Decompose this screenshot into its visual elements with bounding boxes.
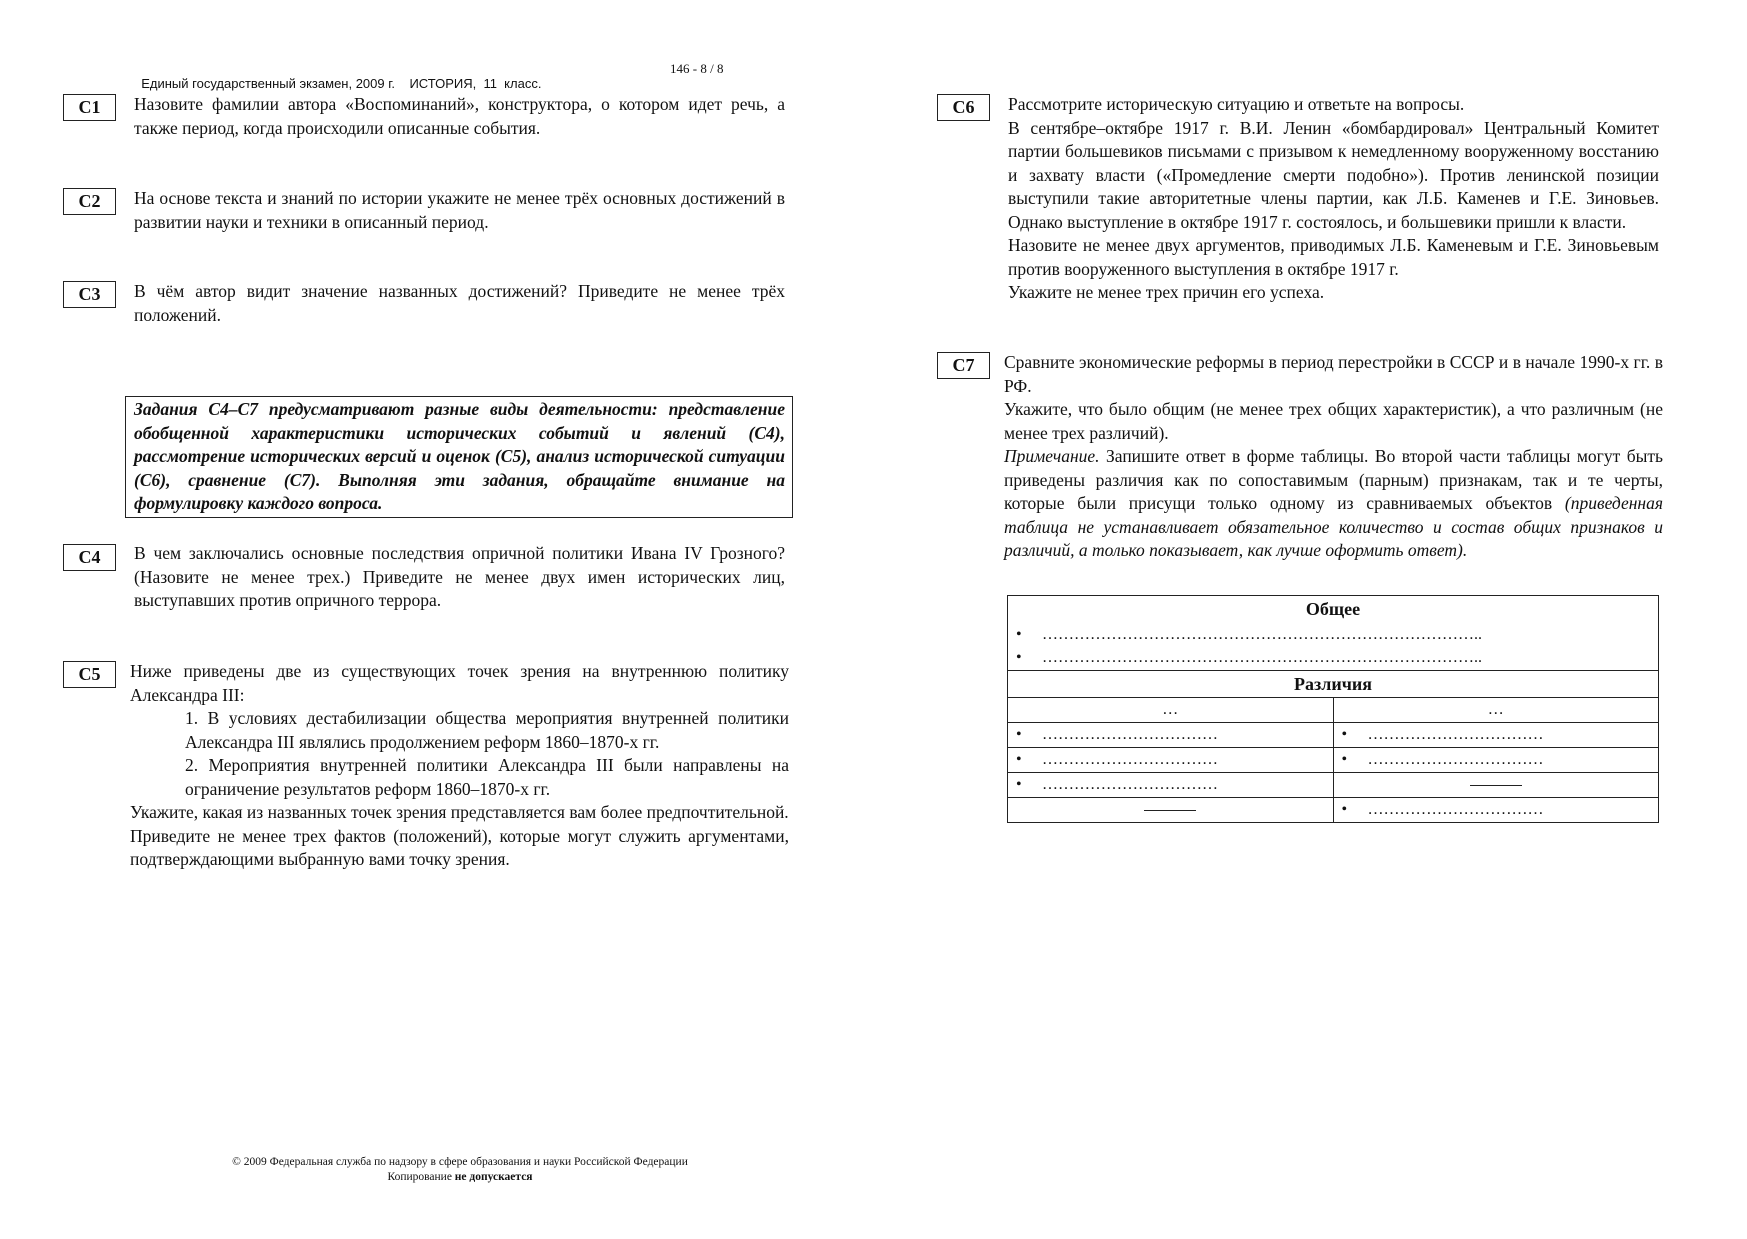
dash-line: [1144, 810, 1196, 811]
dash-line: [1470, 785, 1522, 786]
c5-viewpoint-2: 2. Мероприятия внутренней политики Александра III были направлены на ограничение результатов реформ 1860–1870-х гг.: [185, 755, 789, 799]
c7-intro: Сравните экономические реформы в период перестройки в СССР и в начале 1990-х гг. в РФ.: [1004, 352, 1663, 396]
table-row: • ……………………………: [1333, 748, 1659, 773]
page-footer: [120, 1155, 800, 1185]
task-text-c4: В чем заключались основные последствия опричной политики Ивана IV Грозного? (Назовите не менее трех.) Приведите не менее двух имен исторических лиц, выступавших против опричного террора.: [134, 543, 785, 610]
table-cell-empty-dash: [1333, 773, 1659, 798]
task-text-c5: [130, 660, 789, 872]
c7-note-text: Запишите ответ в форме таблицы. Во второй части таблицы могут быть приведены различия как по сопоставимым (парным) признакам, так и те черты, которые были присущи только одному из сравниваемых объектов: [1004, 446, 1664, 513]
table-row: • ……………………………: [1008, 723, 1334, 748]
c6-lead: Рассмотрите историческую ситуацию и ответьте на вопросы.: [1008, 94, 1465, 114]
footer-copyright: © 2009 Федеральная служба по надзору в сфере образования и науки Российской Федерации: [232, 1156, 688, 1168]
table-cell-ellipsis-left: …: [1008, 698, 1334, 723]
task-label-c1: С1: [63, 94, 116, 121]
c6-question-1: Назовите не менее двух аргументов, приводимых Л.Б. Каменевым и Г.Е. Зиновьевым против вооруженного выступления в октябре 1917 г.: [1008, 235, 1659, 279]
c7-task: Укажите, что было общим (не менее трех общих характеристик), а что различным (не менее трех различий).: [1004, 399, 1663, 443]
table-row-common-1: • ………………………………………………………………………..: [1008, 623, 1659, 647]
table-row: • ……………………………: [1008, 748, 1334, 773]
table-cell-empty-dash: [1008, 798, 1334, 823]
task-label-c2: С2: [63, 188, 116, 215]
c5-viewpoint-1: 1. В условиях дестабилизации общества мероприятия внутренней политики Александра III являлись продолжением реформ 1860–1870-х гг.: [185, 708, 789, 752]
table-row: • ……………………………: [1333, 798, 1659, 823]
header-title: Единый государственный экзамен, 2009 г. ИСТОРИЯ, 11 класс.: [141, 76, 542, 91]
task-label-c6: С6: [937, 94, 990, 121]
footer-copy-notice: Копирование не допускается: [387, 1171, 533, 1183]
c7-note: [1004, 445, 1663, 563]
task-text-c2: На основе текста и знаний по истории укажите не менее трёх основных достижений в развитии науки и техники в описанный период.: [134, 188, 785, 232]
table-header-common: Общее: [1008, 596, 1659, 623]
task-text-c6: [1008, 93, 1659, 305]
c6-question-2: Укажите не менее трех причин его успеха.: [1008, 282, 1325, 302]
c5-question-1: Укажите, какая из названных точек зрения представляется вам более предпочтительной.: [130, 802, 789, 822]
task-text-c7: [1004, 351, 1663, 563]
table-row-common-2: • ………………………………………………………………………..: [1008, 647, 1659, 671]
task-label-c5: С5: [63, 661, 116, 688]
table-cell-ellipsis-right: …: [1333, 698, 1659, 723]
task-label-c3: С3: [63, 281, 116, 308]
c5-question-2: Приведите не менее трех фактов (положений), которые могут служить аргументами, подтверждающими выбранную вами точку зрения.: [130, 825, 789, 869]
table-row: • ……………………………: [1333, 723, 1659, 748]
c7-note-label: Примечание.: [1004, 446, 1100, 466]
c6-situation: В сентябре–октябре 1917 г. В.И. Ленин «бомбардировал» Центральный Комитет партии большевиков письмами с призывом к немедленному вооруженному восстанию и захвату власти («Промедление смерти подобно»). Против ленинской позиции выступили такие авторитетные члены партии, как Л.Б. Каменев и Г.Е. Зиновьев. Однако выступление в октябре 1917 г. состоялось, и большевики пришли к власти.: [1008, 117, 1659, 232]
table-header-differences: Различия: [1008, 671, 1659, 698]
table-row: • ……………………………: [1008, 773, 1334, 798]
instruction-notice-box: Задания С4–С7 предусматривают разные виды деятельности: представление обобщенной характеристики исторических событий и явлений (С4), рассмотрение исторических версий и оценок (С5), анализ исторической ситуации (С6), сравнение (С7). Выполняя эти задания, обращайте внимание на формулировку каждого вопроса.: [125, 396, 793, 518]
c5-intro: Ниже приведены две из существующих точек зрения на внутреннюю политику Александра III:: [130, 661, 789, 705]
task-text-c1: Назовите фамилии автора «Воспоминаний», конструктора, о котором идет речь, а также период, когда происходили описанные события.: [134, 94, 785, 138]
task-text-c3: В чём автор видит значение названных достижений? Приведите не менее трёх положений.: [134, 281, 785, 325]
answer-table: [1007, 595, 1659, 823]
c7-note-italic: (приведенная таблица не устанавливает обязательное количество и состав общих признаков и различий, а только показывает, как лучше оформить ответ).: [1004, 493, 1663, 560]
page-number: 146 - 8 / 8: [670, 61, 724, 76]
task-label-c4: С4: [63, 544, 116, 571]
task-label-c7: С7: [937, 352, 990, 379]
